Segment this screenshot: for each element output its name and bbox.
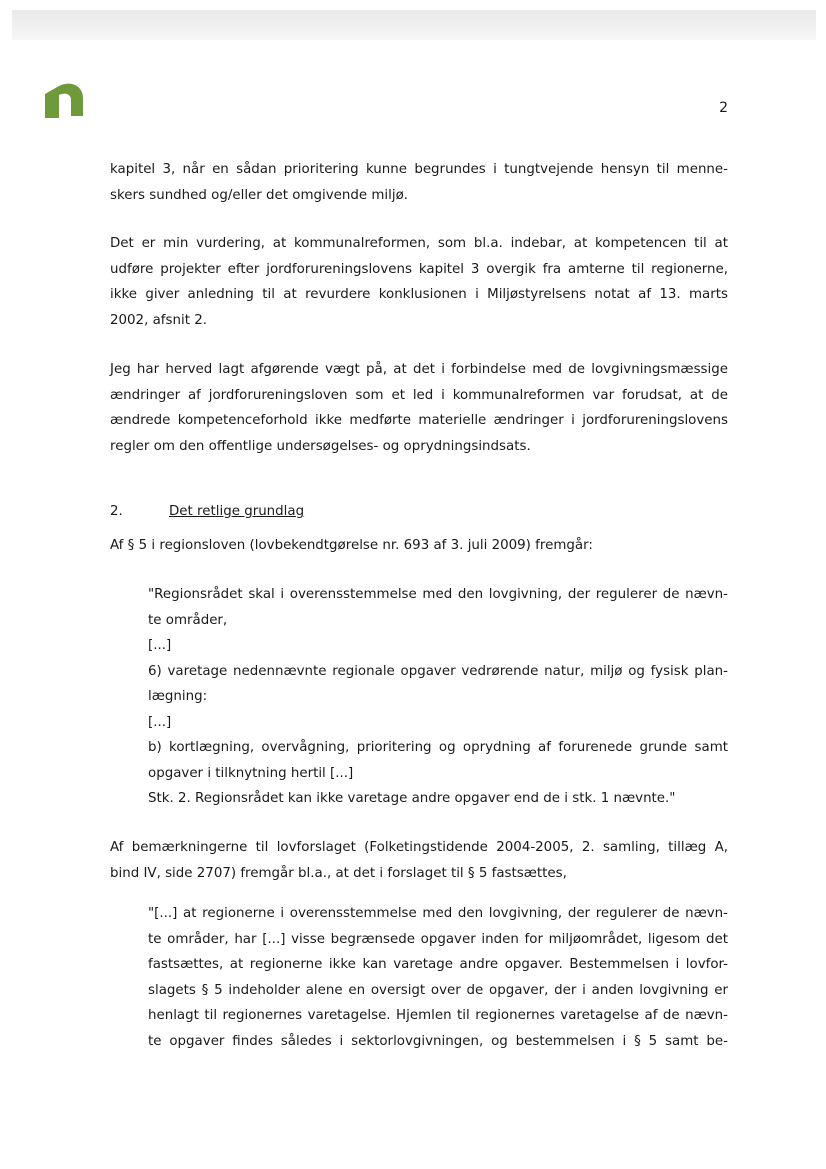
- paragraph-line: ikke giver anledning til at revurdere konklusionen i Miljøstyrelsens notat af 13. marts: [110, 287, 728, 302]
- paragraph-3: [110, 357, 728, 459]
- quote-line: fastsættes, at regionerne ikke kan varetage andre opgaver. Bestemmelsen i lovfor-: [148, 957, 728, 972]
- block-quote-1: [148, 582, 728, 812]
- paragraph-line: Det er min vurdering, at kommunalreformen, som bl.a. indebar, at kompetencen til at: [110, 236, 728, 251]
- paragraph-line: Jeg har herved lagt afgørende vægt på, at det i forbindelse med de lovgivningsmæssige: [110, 362, 728, 377]
- quote-line: te områder,: [148, 612, 228, 628]
- paragraph-line: 2002, afsnit 2.: [110, 312, 207, 328]
- block-quote-2: [148, 901, 728, 1054]
- paragraph-2: [110, 231, 728, 333]
- paragraph-1: [110, 157, 728, 208]
- quote-line: opgaver i tilknytning hertil [...]: [148, 765, 354, 781]
- paragraph-line: ændrede kompetenceforhold ikke medførte materielle ændringer i jordforureningslovens: [110, 413, 728, 428]
- quote-line: "Regionsrådet skal i overensstemmelse med den lovgivning, der regulerer de nævn-: [148, 587, 728, 602]
- quote-line: "[...] at regionerne i overensstemmelse med den lovgivning, der regulerer de nævn-: [148, 906, 728, 921]
- paragraph-line: udføre projekter efter jordforureningslovens kapitel 3 overgik fra amterne til regionerne,: [110, 261, 728, 277]
- quote-line: Stk. 2. Regionsrådet kan ikke varetage andre opgaver end de i stk. 1 nævnte.": [148, 791, 676, 806]
- paragraph-line: Af § 5 i regionsloven (lovbekendtgørelse nr. 693 af 3. juli 2009) fremgår:: [110, 538, 593, 553]
- quote-line: b) kortlægning, overvågning, prioritering og oprydning af forurenede grunde samt: [148, 740, 728, 755]
- quote-line: te opgaver findes således i sektorlovgivningen, og bestemmelsen i § 5 samt be-: [148, 1033, 728, 1049]
- paragraph-line: kapitel 3, når en sådan prioritering kunne begrundes i tungtvejende hensyn til menne-: [110, 162, 728, 177]
- page-number: 2: [719, 100, 728, 116]
- paragraph-line: regler om den offentlige undersøgelses- og oprydningsindsats.: [110, 438, 531, 454]
- quote-line: [...]: [148, 714, 172, 730]
- quote-line: slagets § 5 indeholder alene en oversigt over de opgaver, der i anden lovgivning er: [148, 982, 728, 998]
- quote-line: 6) varetage nedennævnte regionale opgaver vedrørende natur, miljø og fysisk plan-: [148, 663, 728, 679]
- section-title: Det retlige grundlag: [169, 504, 305, 519]
- intro-paragraph-2: [110, 835, 728, 886]
- section-heading: [110, 499, 304, 525]
- paragraph-line: Af bemærkningerne til lovforslaget (Folketingstidende 2004-2005, 2. samling, tillæg A,: [110, 840, 728, 855]
- quote-line: [...]: [148, 638, 172, 653]
- quote-line: te områder, har [...] visse begrænsede opgaver inden for miljøområdet, ligesom det: [148, 931, 728, 947]
- quote-line: henlagt til regionernes varetagelse. Hjemlen til regionernes varetagelse af de nævn-: [148, 1008, 728, 1023]
- paragraph-line: ændringer af jordforureningsloven som et led i kommunalreformen var forudsat, at de: [110, 387, 728, 403]
- scan-edge-band: [12, 10, 816, 40]
- paragraph-line: bind IV, side 2707) fremgår bl.a., at det i forslaget til § 5 fastsættes,: [110, 865, 567, 881]
- section-number: 2.: [110, 504, 123, 519]
- quote-line: lægning:: [148, 689, 208, 704]
- paragraph-line: skers sundhed og/eller det omgivende miljø.: [110, 187, 409, 203]
- intro-paragraph-1: [110, 533, 728, 559]
- organization-logo-icon: [43, 80, 85, 118]
